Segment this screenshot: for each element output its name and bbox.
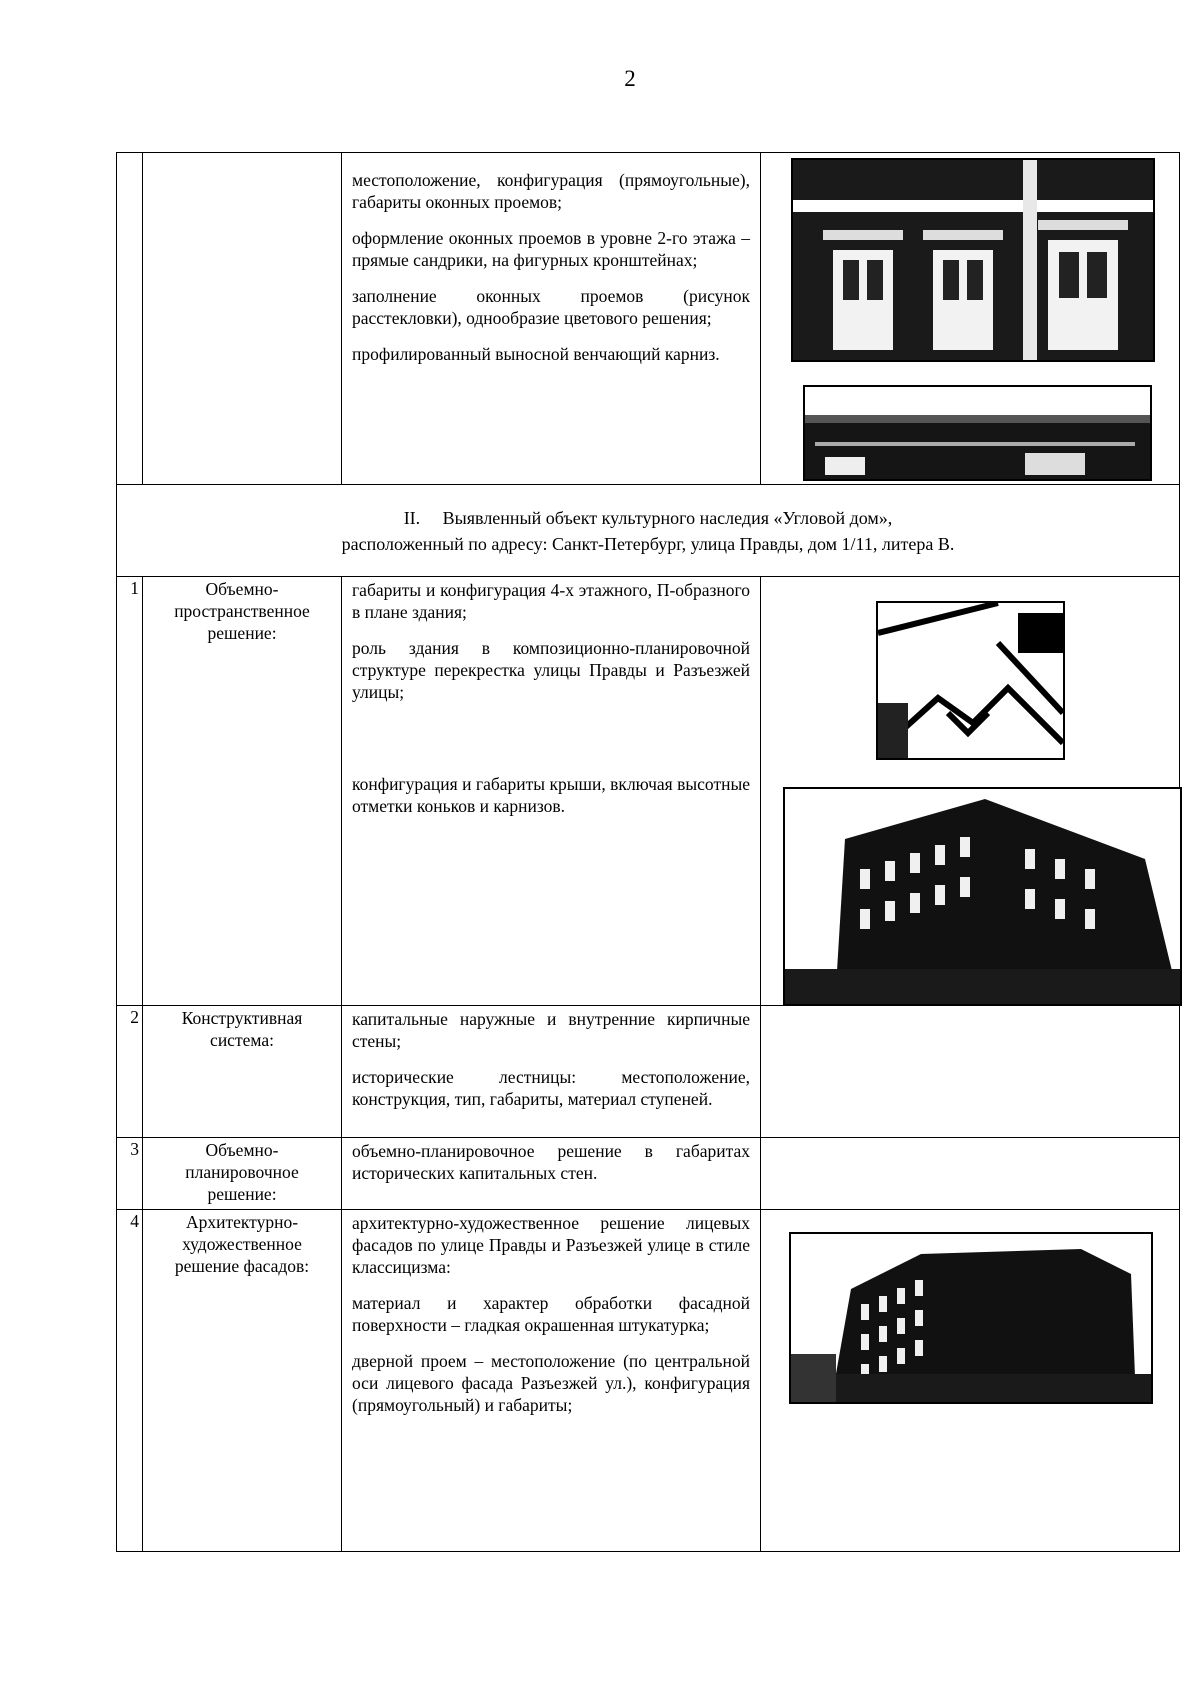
row-number-cell [117, 153, 143, 485]
site-plan-image [876, 601, 1065, 760]
row-name-cell: Архитектурно-художественное решение фасадов: [143, 1210, 342, 1552]
row-description-cell [342, 1210, 761, 1552]
row-description-cell [342, 577, 761, 1006]
list-item: местоположение, конфигурация (прямоугольные), габариты оконных проемов; [352, 170, 750, 212]
list-item: капитальные наружные и внутренние кирпичные стены; [352, 1009, 750, 1051]
cornice-photo [803, 385, 1152, 481]
list-item: архитектурно-художественное решение лицевых фасадов по улице Правды и Разъезжей улице в стиле классицизма: [352, 1213, 750, 1277]
row-number-cell: 4 [117, 1210, 143, 1552]
row-name-cell [143, 153, 342, 485]
section-title-line-2: расположенный по адресу: Санкт-Петербург, улица Правды, дом 1/11, литера В. [341, 534, 955, 554]
row-number-cell: 1 [117, 577, 143, 1006]
row-description-cell [342, 153, 761, 485]
row-image-cell [761, 577, 1180, 1006]
list-item: конфигурация и габариты крыши, включая высотные отметки коньков и карнизов. [352, 774, 750, 816]
row-description-cell [342, 1138, 761, 1210]
table-row [117, 577, 1180, 1006]
row-image-cell [761, 1006, 1180, 1138]
list-item: материал и характер обработки фасадной поверхности – гладкая окрашенная штукатурка; [352, 1293, 750, 1335]
row-name-cell: Конструктивная система: [143, 1006, 342, 1138]
list-item: профилированный выносной венчающий карниз. [352, 344, 720, 364]
table-row [117, 1138, 1180, 1210]
table-row [117, 1210, 1180, 1552]
section-title-line-1: II. Выявленный объект культурного наследия «Угловой дом», [403, 508, 893, 528]
section-heading [117, 485, 1180, 577]
heritage-table [116, 152, 1180, 1552]
building-photo [783, 787, 1182, 1006]
table-row [117, 153, 1180, 485]
facade-photo [789, 1232, 1153, 1404]
row-number-cell: 2 [117, 1006, 143, 1138]
list-item: заполнение оконных проемов (рисунок расстекловки), однообразие цветового решения; [352, 286, 750, 328]
row-image-cell [761, 1138, 1180, 1210]
row-name-cell: Объемно-пространственное решение: [143, 577, 342, 1006]
list-item: исторические лестницы: местоположение, конструкция, тип, габариты, материал ступеней. [352, 1067, 750, 1109]
row-description-cell [342, 1006, 761, 1138]
list-item: объемно-планировочное решение в габаритах исторических капитальных стен. [352, 1141, 750, 1183]
list-item: роль здания в композиционно-планировочной структуре перекрестка улицы Правды и Разъезжей улицы; [352, 638, 750, 702]
page-number: 2 [624, 66, 636, 91]
section-heading-row [117, 485, 1180, 577]
row-number-cell: 3 [117, 1138, 143, 1210]
row-image-cell [761, 1210, 1180, 1552]
facade-windows-photo [791, 158, 1155, 362]
list-item: габариты и конфигурация 4-х этажного, П-образного в плане здания; [352, 580, 750, 622]
row-image-cell [761, 153, 1180, 485]
list-item: оформление оконных проемов в уровне 2-го этажа – прямые сандрики, на фигурных кронштейнах; [352, 228, 750, 270]
list-item: дверной проем – местоположение (по центральной оси лицевого фасада Разъезжей ул.), конфигурация (прямоугольный) и габариты; [352, 1351, 750, 1415]
row-name-cell: Объемно-планировочное решение: [143, 1138, 342, 1210]
table-row [117, 1006, 1180, 1138]
